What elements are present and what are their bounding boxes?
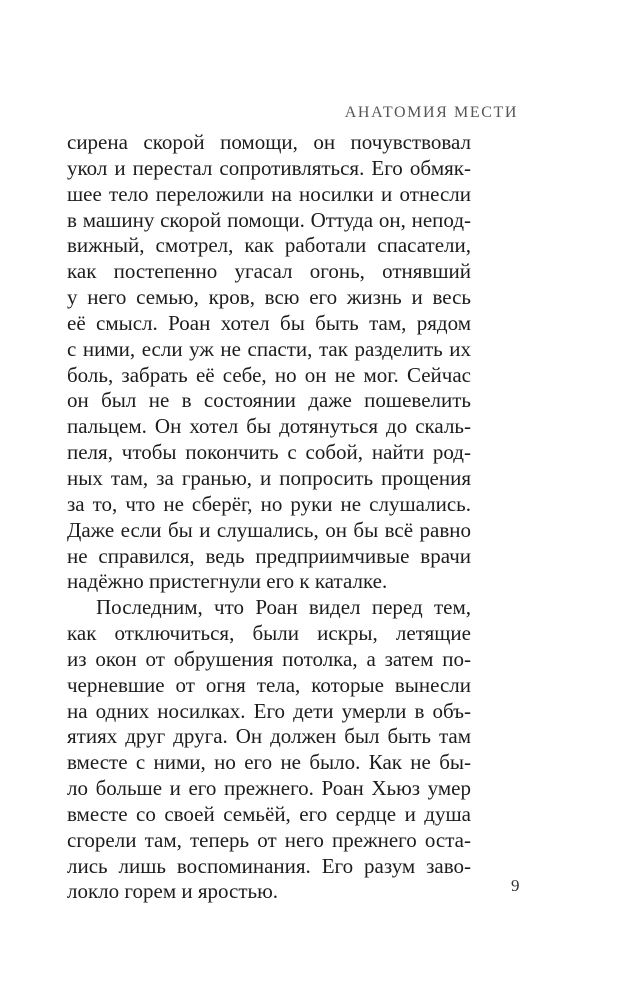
running-head-title: АНАТОМИЯ МЕСТИ <box>344 104 518 121</box>
text-line: вместе со своей семьёй, его сердце и душа <box>67 801 471 826</box>
text-line: Последним, что Роан видел перед тем, <box>96 595 471 620</box>
text-line: пеля, чтобы покончить с собой, найти род- <box>67 440 471 465</box>
text-line: надёжно пристегнули его к каталке. <box>67 569 388 594</box>
text-line: лись лишь воспоминания. Его разум заво- <box>67 853 471 878</box>
text-line: он был не в состоянии даже пошевелить <box>67 388 471 413</box>
text-line: укол и перестал сопротивляться. Его обмяк- <box>67 155 471 180</box>
text-line: сирена скорой помощи, он почувствовал <box>67 130 471 154</box>
text-line: вместе с ними, но его не было. Как не бы- <box>67 750 471 775</box>
text-line: в машину скорой помощи. Оттуда он, непод- <box>67 207 471 232</box>
text-line: черневшие от огня тела, которые вынесли <box>67 672 471 697</box>
text-line: боль, забрать её себе, но он не мог. Сейчас <box>67 362 471 387</box>
body-text <box>67 130 471 905</box>
text-line: локло горем и яростью. <box>67 879 279 904</box>
text-line: из окон от обрушения потолка, а затем по- <box>67 646 471 671</box>
text-line: шее тело переложили на носилки и отнесли <box>67 181 471 206</box>
text-line: у него семью, кров, всю его жизнь и весь <box>67 285 471 310</box>
text-line: её смысл. Роан хотел бы быть там, рядом <box>67 310 471 335</box>
text-line: как отключиться, были искры, летящие <box>67 621 471 646</box>
text-line: пальцем. Он хотел бы дотянуться до скаль- <box>67 414 471 439</box>
paragraph-1 <box>67 130 471 595</box>
text-line: ло больше и его прежнего. Роан Хьюз умер <box>67 776 471 801</box>
text-line: сгорели там, теперь от него прежнего оста- <box>67 827 471 852</box>
text-line: ятиях друг друга. Он должен был быть там <box>67 724 471 749</box>
text-line: с ними, если уж не спасти, так разделить их <box>67 336 471 361</box>
text-line: ных там, за гранью, и попросить прощения <box>67 465 471 490</box>
text-line: как постепенно угасал огонь, отнявший <box>67 259 471 284</box>
text-line: не справился, ведь предприимчивые врачи <box>67 543 471 568</box>
text-line: вижный, смотрел, как работали спасатели, <box>67 233 471 258</box>
paragraph-2 <box>67 595 471 905</box>
text-line: Даже если бы и слушались, он бы всё равно <box>67 517 471 542</box>
text-line: на одних носилках. Его дети умерли в объ- <box>67 698 471 723</box>
text-line: за то, что не сберёг, но руки не слушались. <box>67 491 471 516</box>
page-number: 9 <box>511 876 520 895</box>
